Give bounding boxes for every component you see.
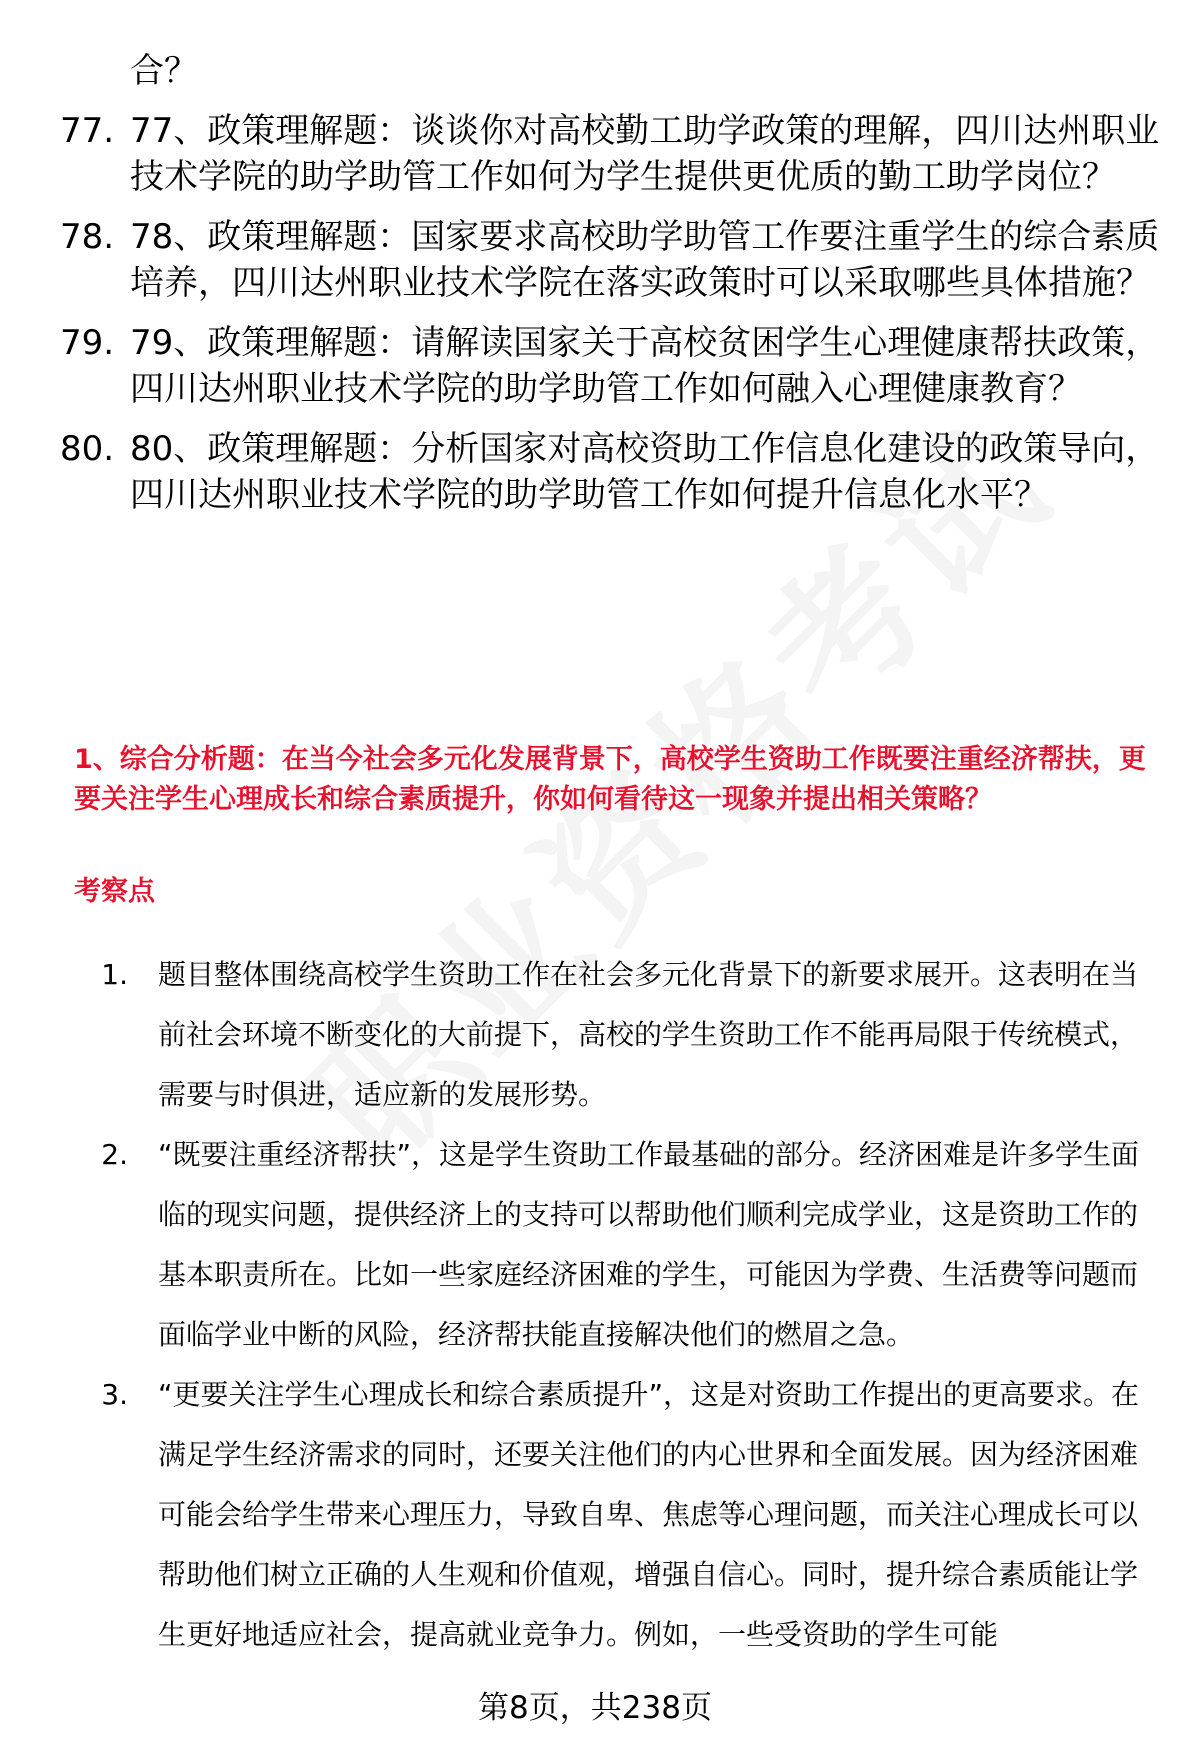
section-question-heading: 1、综合分析题：在当今社会多元化发展背景下，高校学生资助工作既要注重经济帮扶，更要关注学生心理成长和综合素质提升，你如何看待这一现象并提出相关策略？ (74, 744, 1146, 815)
list-item-text: “既要注重经济帮扶”，这是学生资助工作最基础的部分。经济困难是许多学生面临的现实问题，提供经济上的支持可以帮助他们顺利完成学业，这是资助工作的基本职责所在。比如一些家庭经济困难的学生，可能因为学费、生活费等问题而面临学业中断的风险，经济帮扶能直接解决他们的燃眉之急。 (158, 1138, 1140, 1351)
analysis-point-list (80, 945, 1160, 1665)
section-label: 考察点 (74, 876, 155, 907)
list-item (60, 426, 1160, 518)
list-item-text: 题目整体围绕高校学生资助工作在社会多元化背景下的新要求展开。这表明在当前社会环境不断变化的大前提下，高校的学生资助工作不能再局限于传统模式，需要与时俱进，适应新的发展形势。 (158, 958, 1139, 1111)
list-item (80, 1125, 1160, 1365)
list-item-text: 77、政策理解题：谈谈你对高校勤工助学政策的理解，四川达州职业技术学院的助学助管工作如何为学生提供更优质的勤工助学岗位？ (130, 111, 1160, 197)
list-item (80, 1365, 1160, 1665)
list-item (60, 320, 1160, 412)
question-list (60, 48, 1160, 518)
list-item-number: 78. (60, 217, 115, 257)
page-number-footer: 第8页，共238页 (478, 1690, 712, 1726)
list-item-text: 79、政策理解题：请解读国家关于高校贫困学生心理健康帮扶政策，四川达州职业技术学院的助学助管工作如何融入心理健康教育？ (130, 323, 1160, 409)
list-item-number: 3. (101, 1378, 128, 1411)
list-item-number: 77. (60, 111, 115, 151)
list-item-number: 1. (101, 958, 128, 991)
list-item (60, 108, 1160, 200)
question-continued-text: 合？ (130, 51, 198, 91)
list-item (60, 214, 1160, 306)
list-item (80, 945, 1160, 1125)
list-item-number: 79. (60, 323, 115, 363)
list-item-text: 78、政策理解题：国家要求高校助学助管工作要注重学生的综合素质培养，四川达州职业技术学院在落实政策时可以采取哪些具体措施？ (130, 217, 1160, 303)
list-item-text: “更要关注学生心理成长和综合素质提升”，这是对资助工作提出的更高要求。在满足学生经济需求的同时，还要关注他们的内心世界和全面发展。因为经济困难可能会给学生带来心理压力，导致自卑、焦虑等心理问题，而关注心理成长可以帮助他们树立正确的人生观和价值观，增强自信心。同时，提升综合素质能让学生更好地适应社会，提高就业竞争力。例如，一些受资助的学生可能 (158, 1378, 1140, 1651)
list-item-number: 80. (60, 429, 115, 469)
list-item-text: 80、政策理解题：分析国家对高校资助工作信息化建设的政策导向，四川达州职业技术学院的助学助管工作如何提升信息化水平？ (130, 429, 1160, 515)
list-item-number: 2. (101, 1138, 128, 1171)
